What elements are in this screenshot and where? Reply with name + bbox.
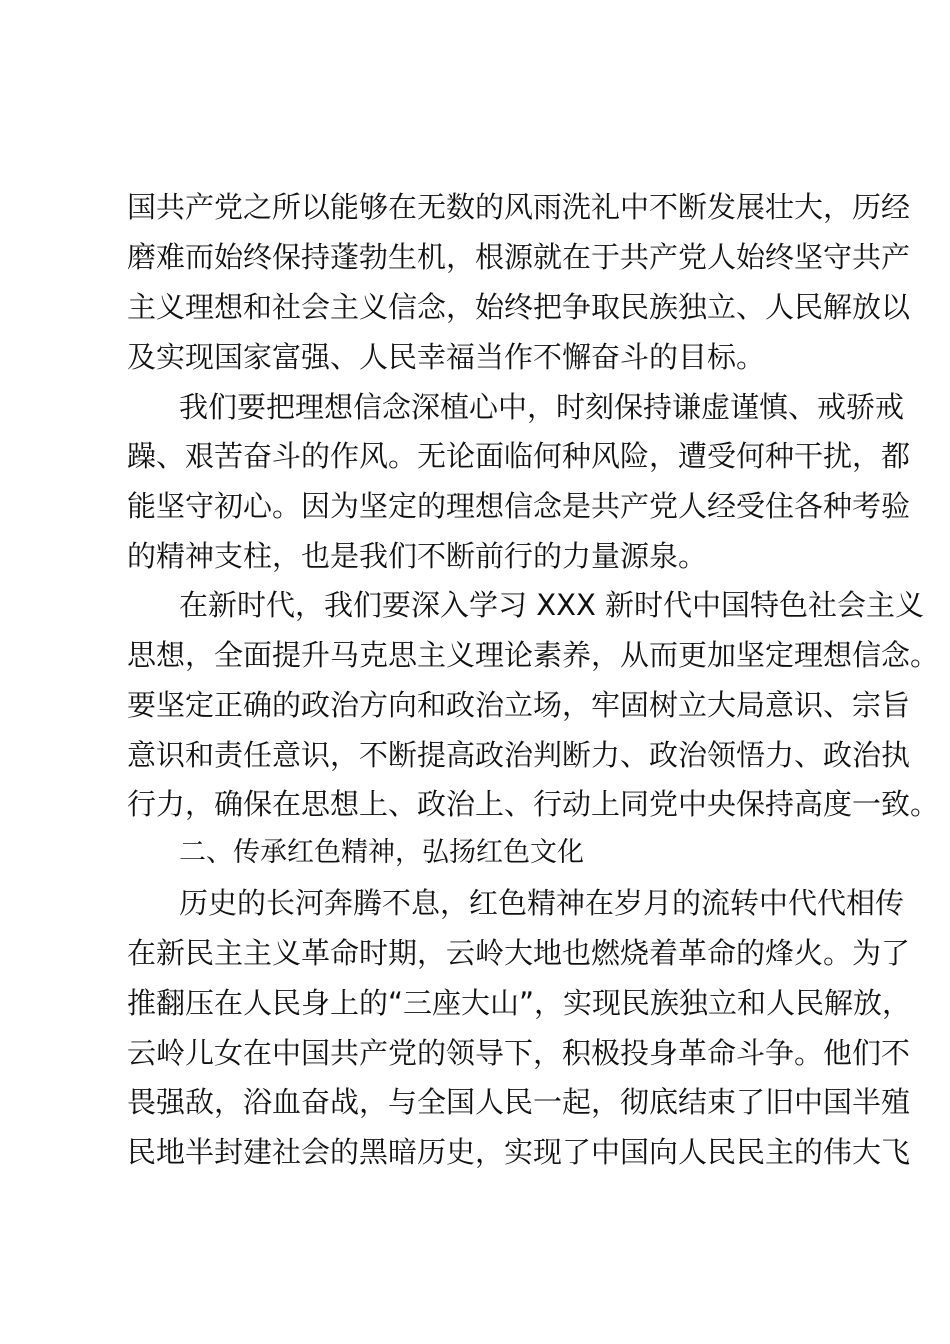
text-line: 在新时代，我们要深入学习 XXX 新时代中国特色社会主义 xyxy=(179,588,925,622)
text-line: 及实现国家富强、人民幸福当作不懈奋斗的目标。 xyxy=(127,340,766,374)
text-line: 在新民主主义革命时期，云岭大地也燃烧着革命的烽火。为了 xyxy=(127,936,911,970)
text-line: 国共产党之所以能够在无数的风雨洗礼中不断发展壮大，历经 xyxy=(127,190,911,224)
text-line: 意识和责任意识，不断提高政治判断力、政治领悟力、政治执 xyxy=(127,738,911,772)
text-line: 畏强敌，浴血奋战，与全国人民一起，彻底结束了旧中国半殖 xyxy=(127,1085,911,1119)
text-line: 思想，全面提升马克思主义理论素养，从而更加坚定理想信念。 xyxy=(127,638,940,672)
text-line: 要坚定正确的政治方向和政治立场，牢固树立大局意识、宗旨 xyxy=(127,688,911,722)
section-heading: 二、传承红色精神，弘扬红色文化 xyxy=(179,837,584,868)
text-line: 行力，确保在思想上、政治上、行动上同党中央保持高度一致。 xyxy=(127,787,940,821)
text-line: 推翻压在人民身上的“三座大山”，实现民族独立和人民解放， xyxy=(127,986,912,1020)
text-line: 能坚守初心。因为坚定的理想信念是共产党人经受住各种考验 xyxy=(127,489,911,523)
text-line: 的精神支柱，也是我们不断前行的力量源泉。 xyxy=(127,539,708,573)
text-line: 我们要把理想信念深植心中，时刻保持谦虚谨慎、戒骄戒 xyxy=(179,390,905,424)
text-line: 磨难而始终保持蓬勃生机，根源就在于共产党人始终坚守共产 xyxy=(127,240,911,274)
text-line: 历史的长河奔腾不息，红色精神在岁月的流转中代代相传 xyxy=(179,886,905,920)
text-line: 云岭儿女在中国共产党的领导下，积极投身革命斗争。他们不 xyxy=(127,1036,911,1070)
text-line: 主义理想和社会主义信念，始终把争取民族独立、人民解放以 xyxy=(127,290,911,324)
text-line: 民地半封建社会的黑暗历史，实现了中国向人民民主的伟大飞 xyxy=(127,1135,911,1169)
text-line: 躁、艰苦奋斗的作风。无论面临何种风险，遭受何种干扰，都 xyxy=(127,439,911,473)
